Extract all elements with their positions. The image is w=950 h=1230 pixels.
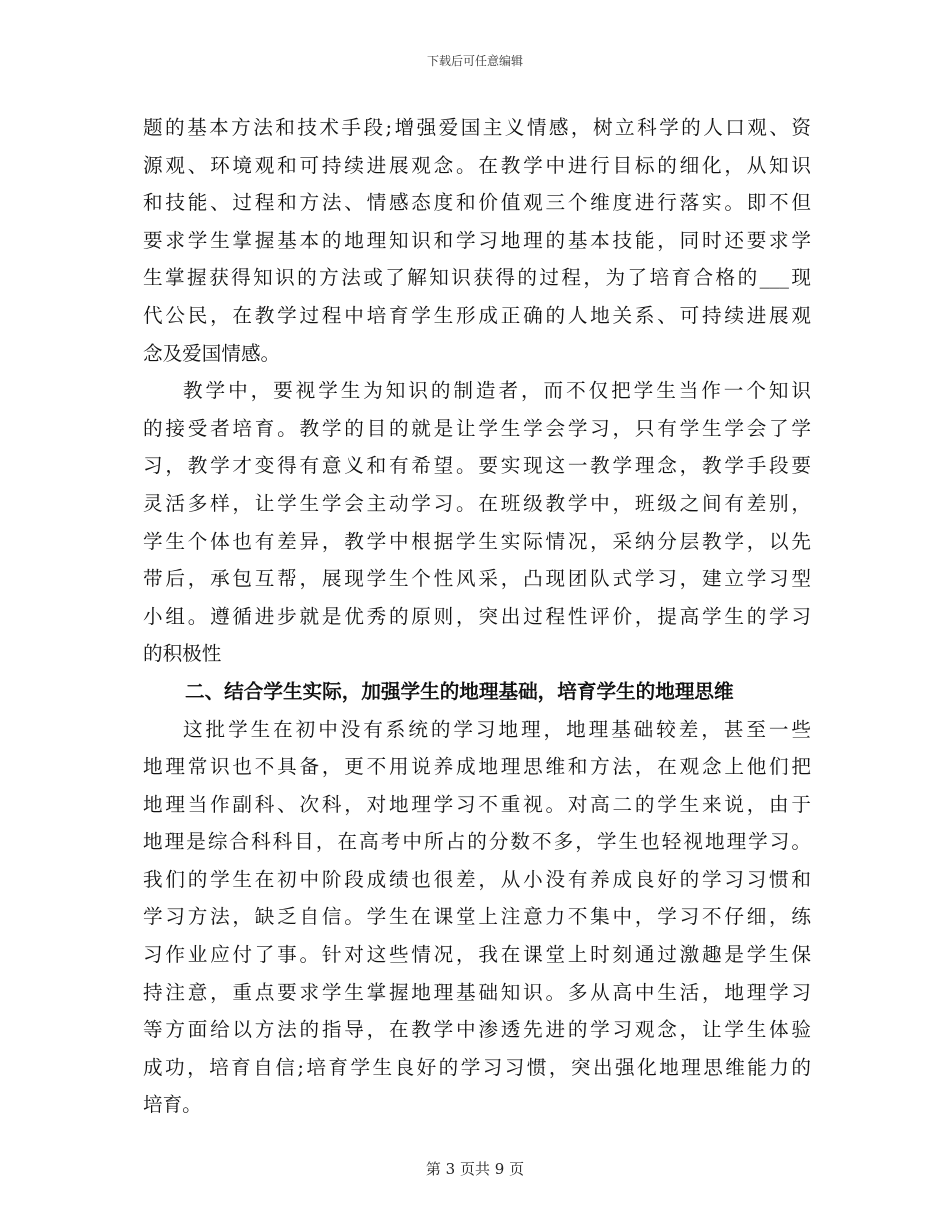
- text-line: 代公民，在教学过程中培育学生形成正确的人地关系、可持续进展观: [143, 303, 811, 327]
- text-line: 灵活多样，让学生学会主动学习。在班级教学中，班级之间有差别，: [143, 491, 811, 515]
- document-body: [143, 109, 811, 1124]
- text-line: 习，教学才变得有意义和有希望。要实现这一教学理念，教学手段要: [143, 454, 811, 478]
- text-line: 等方面给以方法的指导，在教学中渗透先进的学习观念，让学生体验: [143, 1018, 811, 1042]
- text-line: 持注意，重点要求学生掌握地理基础知识。多从高中生活，地理学习: [143, 980, 811, 1004]
- paragraph-first-line: 教学中，要视学生为知识的制造者，而不仅把学生当作一个知识: [183, 379, 811, 403]
- text-line: 我们的学生在初中阶段成绩也很差，从小没有养成良好的学习习惯和: [143, 867, 811, 891]
- text-line: 小组。遵循进步就是优秀的原则，突出过程性评价，提高学生的学习: [143, 604, 811, 628]
- text-line: 培育。: [143, 1093, 202, 1117]
- text-line: 念及爱国情感。: [143, 341, 281, 365]
- text-line: 的接受者培育。教学的目的就是让学生学会学习，只有学生学会了学: [143, 416, 811, 440]
- text-line: 地理当作副科、次科，对地理学习不重视。对高二的学生来说，由于: [143, 792, 811, 816]
- text-line: 地理是综合科科目，在高考中所占的分数不多，学生也轻视地理学习。: [143, 830, 811, 854]
- section-heading: 二、结合学生实际，加强学生的地理基础，培育学生的地理思维: [185, 679, 734, 703]
- text-line: 学习方法，缺乏自信。学生在课堂上注意力不集中，学习不仔细，练: [143, 905, 811, 929]
- text-line: 生掌握获得知识的方法或了解知识获得的过程，为了培育合格的___现: [143, 266, 811, 290]
- page-number: 第 3 页共 9 页: [425, 1160, 525, 1178]
- text-line: 成功，培育自信;培育学生良好的学习习惯，突出强化地理思维能力的: [143, 1055, 811, 1079]
- text-line: 习作业应付了事。针对这些情况，我在课堂上时刻通过激趣是学生保: [143, 943, 811, 967]
- text-line: 地理常识也不具备，更不用说养成地理思维和方法，在观念上他们把: [143, 755, 811, 779]
- paragraph-first-line: 这批学生在初中没有系统的学习地理，地理基础较差，甚至一些: [183, 717, 811, 741]
- text-line: 的积极性: [143, 642, 222, 666]
- text-line: 学生个体也有差异，教学中根据学生实际情况，采纳分层教学，以先: [143, 529, 811, 553]
- text-line: 要求学生掌握基本的地理知识和学习地理的基本技能，同时还要求学: [143, 228, 811, 252]
- text-line: 带后，承包互帮，展现学生个性风采，凸现团队式学习，建立学习型: [143, 567, 811, 591]
- text-line: 源观、环境观和可持续进展观念。在教学中进行目标的细化，从知识: [143, 153, 811, 177]
- text-line: 题的基本方法和技术手段;增强爱国主义情感，树立科学的人口观、资: [143, 116, 811, 139]
- page-header: 下载后可任意编辑: [426, 54, 523, 68]
- text-line: 和技能、过程和方法、情感态度和价值观三个维度进行落实。即不但: [143, 191, 811, 215]
